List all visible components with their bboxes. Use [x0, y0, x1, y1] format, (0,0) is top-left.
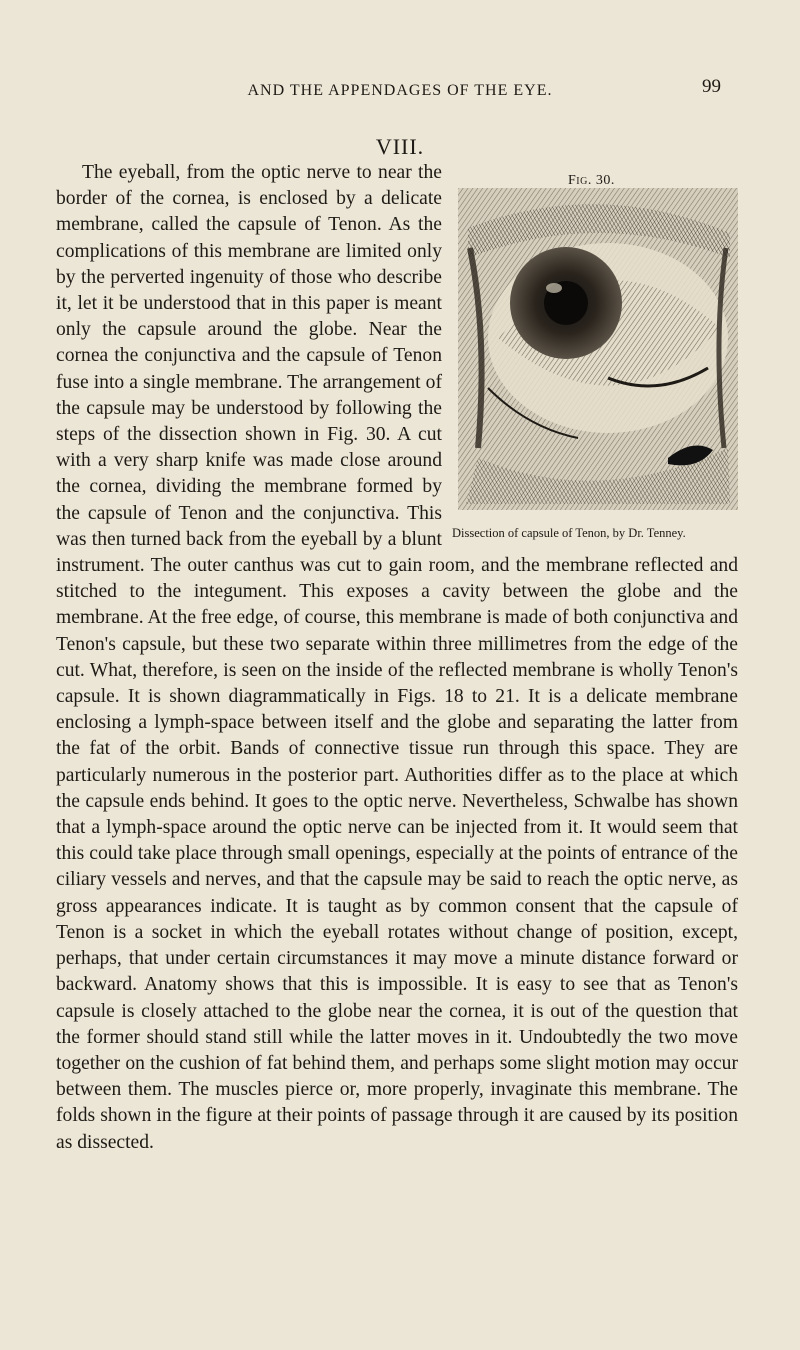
page-number: 99	[702, 76, 721, 97]
eye-dissection-engraving	[458, 188, 738, 510]
running-head: AND THE APPENDAGES OF THE EYE.	[247, 82, 553, 99]
section-title: VIII.	[375, 134, 425, 159]
body-text	[56, 160, 738, 1156]
figure-caption: Dissection of capsule of Tenon, by Dr. Tenney.	[452, 526, 686, 540]
figure-label: Fig. 30.	[568, 173, 615, 188]
figure-30	[452, 166, 744, 548]
paragraph: The eyeball, from the optic nerve to near the border of the cornea, is enclosed by a delicate membrane, called the capsule of Tenon. As the complications of this membrane are limited only by the perverted ingenuity of those who describe it, let it be understood that in this paper is meant only the capsule around the globe. Near the cornea the conjunctiva and the capsule of Tenon fuse into a single membrane. The arrangement of the capsule may be understood by following the steps of the dissection shown in Fig. 30. A cut with a very sharp knife was made close around the cornea, dividing the membrane formed by the capsule of Tenon and the conjunctiva. This was then turned back from the eyeball by a blunt instrument. The outer canthus was cut to gain room, and the membrane reflected and stitched to the integument. This exposes a cavity between the globe and the membrane. At the free edge, of course, this membrane is made of both conjunctiva and Tenon's capsule, but these two separate within three millimetres from the edge of the cut. What, therefore, is seen on the inside of the reflected membrane is wholly Tenon's capsule. It is shown diagrammatically in Figs. 18 to 21. It is a delicate membrane enclosing a lymph-space between itself and the globe and separating the latter from the fat of the orbit. Bands of connective tissue run through this space. They are particularly numerous in the posterior part. Authorities differ as to the place at which the capsule ends behind. It goes to the optic nerve. Nevertheless, Schwalbe has shown that a lymph-space around the optic nerve can be injected from it. It would seem that this could take place through small openings, especially at the points of entrance of the ciliary vessels and nerves, and that the capsule may be said to reach the optic nerve, as gross appearances indicate. It is taught as by common consent that the capsule of Tenon is a socket in which the eyeball rotates without change of position, except, perhaps, that under certain circumstances it may move a minute distance forward or backward. Anatomy shows that this is impossible. It is easy to see that as Tenon's capsule is closely attached to the globe near the cornea, it is out of the question that the former should stand still while the latter moves in it. Undoubtedly the two move together on the cushion of fat behind them, and perhaps some slight motion may occur between them. The muscles pierce or, more properly, invaginate this membrane. The folds shown in the figure at their points of passage through it are caused by its position as dissected.	[56, 162, 738, 1153]
